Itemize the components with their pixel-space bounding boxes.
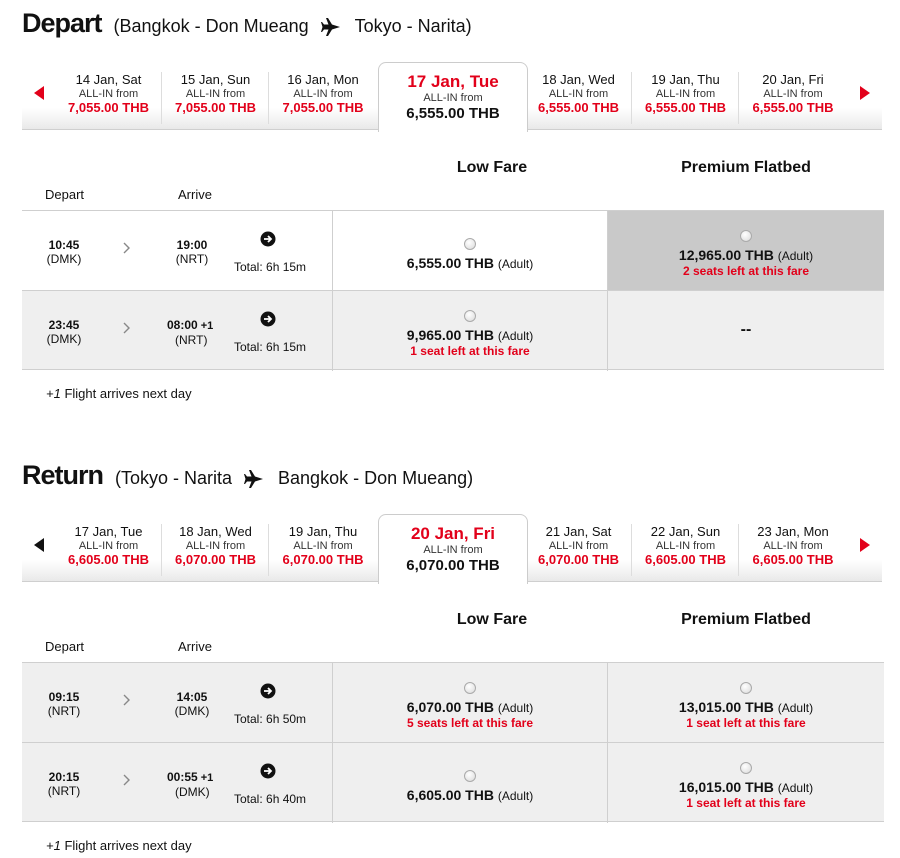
note-text: Flight arrives next day	[60, 386, 192, 401]
adult-label: (Adult)	[497, 701, 534, 715]
flight-times	[22, 743, 332, 823]
date-tab[interactable]	[270, 72, 376, 124]
airport-code: (DMK)	[175, 785, 210, 799]
date-label: 19 Jan, Thu	[288, 524, 358, 539]
next-day-note	[46, 838, 192, 853]
fare-price	[608, 247, 884, 263]
arrive-time	[162, 238, 222, 266]
low-fare-cell[interactable]	[332, 291, 608, 371]
chevron-right-icon	[123, 694, 131, 706]
time-value: 08:00	[167, 318, 198, 332]
seats-left: 1 seat left at this fare	[686, 716, 806, 730]
time-value: 09:15	[48, 690, 80, 704]
premium-fare-cell[interactable]	[608, 663, 884, 743]
date-label: 19 Jan, Thu	[651, 72, 720, 87]
flight-times	[22, 663, 332, 743]
date-label: 20 Jan, Fri	[410, 524, 496, 543]
date-tab[interactable]	[526, 72, 632, 124]
allin-label: ALL-IN from	[293, 540, 353, 552]
low-fare-cell[interactable]	[332, 663, 608, 743]
depart-time	[34, 770, 94, 798]
fare-price	[333, 255, 607, 271]
date-tab-selected[interactable]	[378, 514, 528, 584]
price-value: 12,965.00 THB	[678, 247, 774, 263]
price-value: 6,070.00 THB	[406, 699, 494, 715]
adult-label: (Adult)	[777, 249, 814, 263]
arrive-column-label: Arrive	[178, 639, 212, 654]
route-origin: (Tokyo - Narita	[115, 468, 233, 488]
chevron-right-icon	[123, 242, 131, 254]
premium-fare-cell[interactable]	[608, 743, 884, 823]
note-text: Flight arrives next day	[60, 838, 192, 853]
arrive-time	[162, 690, 222, 718]
next-dates-arrow-icon[interactable]	[860, 86, 870, 100]
price-value: 16,015.00 THB	[678, 779, 774, 795]
allin-label: ALL-IN from	[423, 92, 483, 104]
flight-row	[22, 662, 884, 742]
date-price: 6,070.00 THB	[282, 552, 364, 567]
airport-code: (DMK)	[46, 332, 82, 346]
prev-dates-arrow-icon[interactable]	[34, 86, 44, 100]
adult-label: (Adult)	[497, 789, 534, 803]
arrive-time	[167, 770, 237, 799]
next-day-marker: +1	[200, 320, 214, 332]
seats-left: 1 seat left at this fare	[686, 796, 806, 810]
total-duration: Total: 6h 40m	[234, 792, 307, 806]
date-tab[interactable]	[163, 524, 269, 576]
depart-column-label: Depart	[45, 187, 85, 202]
allin-label: ALL-IN from	[655, 88, 716, 100]
date-label: 18 Jan, Wed	[179, 524, 252, 539]
next-dates-arrow-icon[interactable]	[860, 538, 870, 552]
airport-code: (NRT)	[175, 252, 209, 266]
date-tab[interactable]	[56, 524, 162, 576]
price-value: 9,965.00 THB	[406, 327, 494, 343]
date-tab[interactable]	[526, 524, 632, 576]
prev-dates-arrow-icon[interactable]	[34, 538, 44, 552]
date-tab[interactable]	[740, 524, 846, 576]
date-price: 7,055.00 THB	[175, 100, 256, 115]
route-destination: Bangkok - Don Mueang)	[278, 468, 474, 488]
next-day-marker: +1	[200, 772, 214, 784]
next-day-marker: +1	[46, 386, 61, 401]
time-value: 23:45	[48, 318, 80, 332]
radio-button-icon[interactable]	[740, 762, 752, 774]
time-value: 00:55	[167, 770, 198, 784]
allin-label: ALL-IN from	[185, 88, 246, 100]
date-label: 17 Jan, Tue	[407, 72, 499, 91]
depart-column-label: Depart	[45, 639, 85, 654]
date-price: 7,055.00 THB	[68, 100, 149, 115]
flight-details-icon[interactable]	[260, 311, 276, 327]
date-label: 14 Jan, Sat	[75, 72, 142, 87]
date-label: 18 Jan, Wed	[542, 72, 615, 87]
depart-date-strip	[22, 62, 882, 132]
date-price: 6,070.00 THB	[406, 557, 500, 574]
total-duration: Total: 6h 15m	[234, 340, 307, 354]
date-label: 20 Jan, Fri	[762, 72, 824, 87]
flight-row	[22, 742, 884, 822]
radio-button-icon[interactable]	[740, 230, 752, 242]
fare-price	[333, 327, 607, 343]
return-heading	[22, 460, 473, 496]
airport-code: (DMK)	[174, 704, 210, 718]
date-label: 15 Jan, Sun	[180, 72, 251, 87]
price-value: 6,555.00 THB	[406, 255, 494, 271]
total-duration: Total: 6h 15m	[234, 260, 307, 274]
allin-label: ALL-IN from	[78, 88, 139, 100]
radio-button-icon[interactable]	[740, 682, 752, 694]
date-tab[interactable]	[270, 524, 376, 576]
date-label: 16 Jan, Mon	[287, 72, 359, 87]
allin-label: ALL-IN from	[763, 88, 823, 100]
fare-price	[608, 699, 884, 715]
radio-button-icon[interactable]	[464, 238, 476, 250]
allin-label: ALL-IN from	[78, 540, 139, 552]
flight-row	[22, 210, 884, 290]
date-price: 6,605.00 THB	[752, 552, 834, 567]
date-label: 23 Jan, Mon	[757, 524, 829, 539]
date-price: 6,555.00 THB	[406, 105, 500, 122]
low-fare-header: Low Fare	[456, 159, 528, 176]
seats-left: 1 seat left at this fare	[410, 344, 530, 358]
depart-heading	[22, 8, 472, 44]
seats-left: 2 seats left at this fare	[682, 264, 810, 278]
price-value: 6,605.00 THB	[406, 787, 494, 803]
radio-button-icon[interactable]	[464, 770, 476, 782]
date-label: 21 Jan, Sat	[545, 524, 612, 539]
low-fare-header: Low Fare	[456, 611, 528, 628]
adult-label: (Adult)	[777, 781, 814, 795]
time-value: 20:15	[48, 770, 80, 784]
flight-times	[22, 211, 332, 291]
airplane-icon	[244, 470, 264, 488]
fare-price	[333, 787, 607, 803]
arrive-time	[167, 318, 237, 347]
price-value: 13,015.00 THB	[678, 699, 774, 715]
time-value: 14:05	[176, 690, 208, 704]
date-tab-selected[interactable]	[378, 62, 528, 132]
depart-time	[34, 318, 94, 346]
low-fare-cell[interactable]	[332, 211, 608, 291]
allin-label: ALL-IN from	[548, 540, 609, 552]
airport-code: (NRT)	[47, 704, 81, 718]
date-label: 17 Jan, Tue	[74, 524, 143, 539]
seats-left: 5 seats left at this fare	[406, 716, 534, 730]
flight-row	[22, 290, 884, 370]
date-price: 7,055.00 THB	[282, 100, 364, 115]
premium-flatbed-header: Premium Flatbed	[681, 159, 811, 176]
date-tab[interactable]	[163, 72, 269, 124]
allin-label: ALL-IN from	[185, 540, 246, 552]
airport-code: (NRT)	[47, 784, 81, 798]
date-price: 6,070.00 THB	[175, 552, 256, 567]
date-tab[interactable]	[56, 72, 162, 124]
allin-label: ALL-IN from	[655, 540, 716, 552]
flight-details-icon[interactable]	[260, 231, 276, 247]
route-destination: Tokyo - Narita)	[354, 16, 472, 36]
allin-label: ALL-IN from	[423, 544, 483, 556]
radio-button-icon[interactable]	[464, 310, 476, 322]
low-fare-cell[interactable]	[332, 743, 608, 823]
allin-label: ALL-IN from	[293, 88, 353, 100]
fare-price	[608, 779, 884, 795]
allin-label: ALL-IN from	[763, 540, 823, 552]
date-price: 6,605.00 THB	[645, 552, 726, 567]
return-title: Return	[22, 460, 103, 490]
flight-details-icon[interactable]	[260, 683, 276, 699]
date-tab[interactable]	[633, 72, 739, 124]
time-value: 10:45	[48, 238, 80, 252]
premium-fare-cell-selected[interactable]	[608, 211, 884, 291]
flight-details-icon[interactable]	[260, 763, 276, 779]
airport-code: (DMK)	[46, 252, 82, 266]
adult-label: (Adult)	[777, 701, 814, 715]
depart-route	[114, 16, 472, 37]
chevron-right-icon	[123, 322, 131, 334]
route-origin: (Bangkok - Don Mueang	[113, 16, 309, 36]
date-price: 6,555.00 THB	[645, 100, 726, 115]
depart-title: Depart	[22, 8, 102, 38]
date-price: 6,070.00 THB	[538, 552, 619, 567]
arrive-column-label: Arrive	[178, 187, 212, 202]
allin-label: ALL-IN from	[548, 88, 609, 100]
chevron-right-icon	[123, 774, 131, 786]
date-price: 6,555.00 THB	[752, 100, 834, 115]
fare-price	[333, 699, 607, 715]
unavailable-dash: --	[740, 321, 752, 338]
airplane-icon	[321, 18, 341, 36]
date-price: 6,605.00 THB	[68, 552, 149, 567]
date-tab[interactable]	[740, 72, 846, 124]
next-day-note	[46, 386, 192, 401]
premium-fare-cell	[608, 291, 884, 371]
total-duration: Total: 6h 50m	[234, 712, 307, 726]
adult-label: (Adult)	[497, 257, 534, 271]
return-route	[115, 468, 473, 489]
premium-flatbed-header: Premium Flatbed	[681, 611, 811, 628]
next-day-marker: +1	[46, 838, 61, 853]
flight-times	[22, 291, 332, 371]
airport-code: (NRT)	[175, 333, 208, 347]
radio-button-icon[interactable]	[464, 682, 476, 694]
adult-label: (Adult)	[497, 329, 534, 343]
depart-time	[34, 690, 94, 718]
date-label: 22 Jan, Sun	[650, 524, 721, 539]
date-tab[interactable]	[633, 524, 739, 576]
time-value: 19:00	[176, 238, 208, 252]
date-price: 6,555.00 THB	[538, 100, 619, 115]
return-date-strip	[22, 514, 882, 584]
depart-time	[34, 238, 94, 266]
